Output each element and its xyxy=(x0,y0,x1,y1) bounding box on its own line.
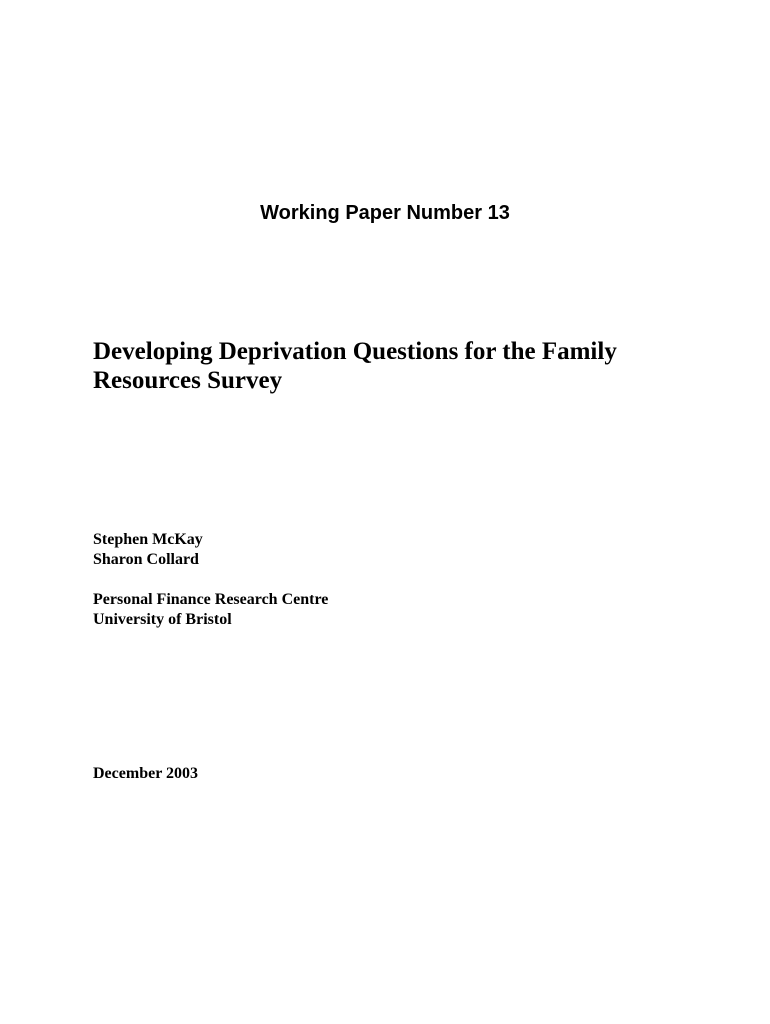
author-name: Stephen McKay xyxy=(93,531,203,548)
affiliation-line: Personal Finance Research Centre xyxy=(93,591,329,608)
author-list xyxy=(93,530,203,570)
publication-date: December 2003 xyxy=(93,765,198,782)
paper-title-line: Developing Deprivation Questions for the Family xyxy=(93,338,617,365)
working-paper-number: Working Paper Number 13 xyxy=(260,202,510,224)
affiliation xyxy=(93,590,328,630)
paper-title-line: Resources Survey xyxy=(93,367,283,394)
author-name: Sharon Collard xyxy=(93,551,199,568)
affiliation-line: University of Bristol xyxy=(93,611,232,628)
paper-title xyxy=(93,337,713,395)
